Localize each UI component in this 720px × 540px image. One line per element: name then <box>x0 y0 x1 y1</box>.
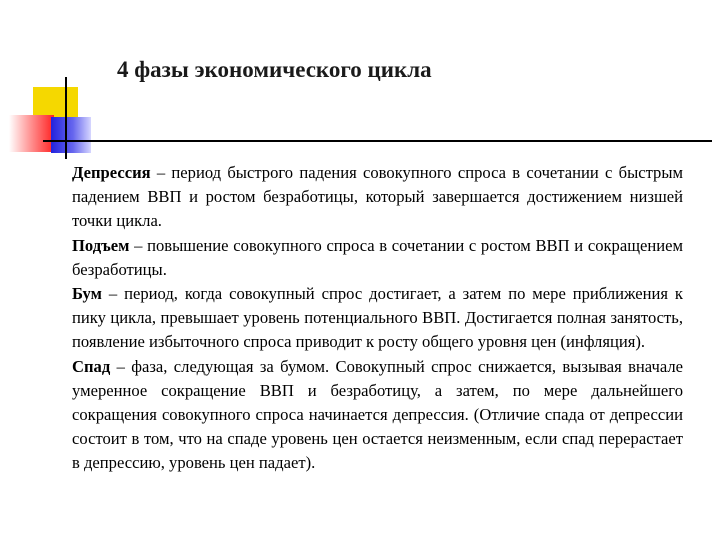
title-underline <box>43 140 712 142</box>
decor-blue-gradient-square <box>51 117 91 153</box>
phase-term: Спад <box>72 356 111 376</box>
phase-term: Бум <box>72 284 102 304</box>
phase-definition: – период, когда совокупный спрос достигает, а затем по мере приближения к пику цикла, превышает уровень потенциального ВВП. Достигается полная занятость, появление избыточного спроса приводит к росту общего уровня цен (инфляция). <box>72 284 683 352</box>
phase-term: Депрессия <box>72 163 151 182</box>
phase-definition: – повышение совокупного спроса в сочетании с ростом ВВП и сокращением безработицы. <box>72 235 683 279</box>
decor-vertical-line <box>65 77 67 159</box>
decor-red-gradient-square <box>9 115 54 152</box>
phase-recovery <box>72 234 683 282</box>
slide-title: 4 фазы экономического цикла <box>117 57 432 82</box>
phase-boom <box>72 282 683 355</box>
phase-definition: – фаза, следующая за бумом. Совокупный спрос снижается, вызывая вначале умеренное сокращение ВВП и безработицу, а затем, по мере дальнейшего сокращения совокупного спроса начинается депрессия. (Отличие спада от депрессии состоит в том, что на спаде уровень цен остается неизменным, если спад перерастает в депрессию, уровень цен падает). <box>72 356 683 473</box>
phase-definition: – период быстрого падения совокупного спроса в сочетании с быстрым падением ВВП и ростом безработицы, который завершается достижением низшей точки цикла. <box>72 163 683 231</box>
slide-body <box>72 161 683 476</box>
phase-depression <box>72 161 683 234</box>
phase-recession <box>72 355 683 476</box>
phase-term: Подъем <box>72 235 130 255</box>
